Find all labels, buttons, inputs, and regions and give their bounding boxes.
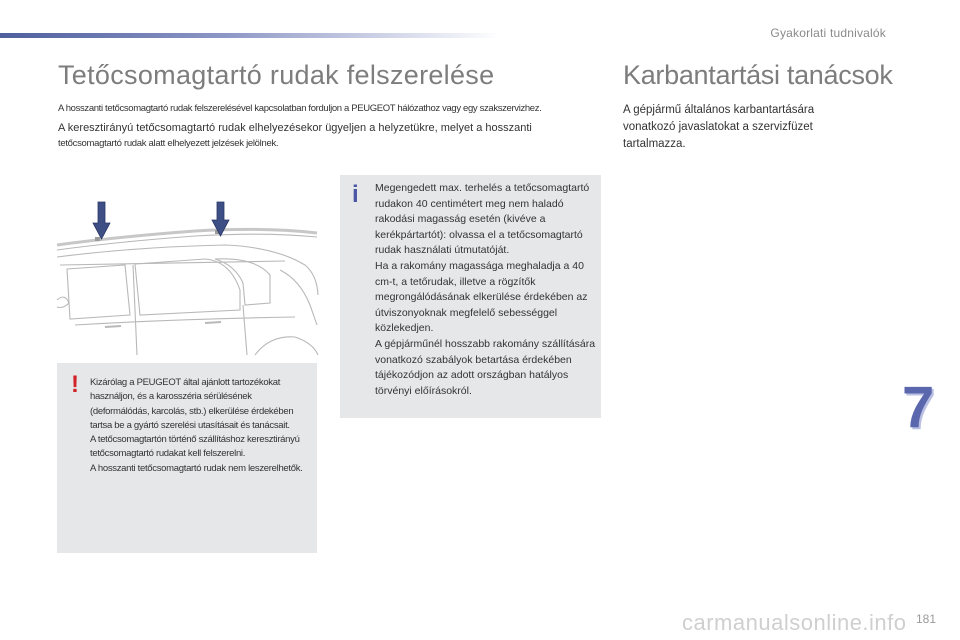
position-arrow-icon <box>93 202 110 239</box>
car-roof-illustration <box>55 195 320 355</box>
maintenance-text: A gépjármű általános karbantartására vonatkozó javaslatokat a szervizfüzet tartalmazza. <box>623 104 815 150</box>
header-gradient-bar <box>0 33 500 38</box>
page-number: 181 <box>915 612 936 626</box>
info-icon: i <box>352 181 359 208</box>
warning-text <box>90 376 305 476</box>
info-text <box>375 181 599 399</box>
info-box <box>340 175 601 418</box>
section-label: Gyakorlati tudnivalók <box>770 26 886 40</box>
roof-bars-intro-main: A keresztirányú tetőcsomagtartó rudak elhelyezésekor ügyeljen a helyzetükre, melyet a hosszanti <box>58 122 532 134</box>
chapter-number: 7 <box>902 375 935 440</box>
warning-exclamation-icon: ! <box>71 371 79 398</box>
roof-bars-intro-tail: tetőcsomagtartó rudak alatt elhelyezett jelzések jelölnek. <box>58 138 279 149</box>
warning-text-line: Kizárólag a PEUGEOT által ajánlott tartozékokat használjon, és a karosszéria sérülésének (deformálódás, karcolás, stb.) elkerülése érdekében tartsa be a gyártó szerelési utasításait és tanácsait. <box>90 377 294 431</box>
warning-text-line: A tetőcsomagtartón történő szállításhoz keresztirányú tetőcsomagtartó rudakat kell felszerelni. <box>90 434 300 460</box>
roof-bars-title: Tetőcsomagtartó rudak felszerelése <box>58 60 495 90</box>
warning-box <box>57 363 317 553</box>
roof-bars-intro-text <box>58 121 603 151</box>
roof-bars-intro-note: A hosszanti tetőcsomagtartó rudak felszerelésével kapcsolatban forduljon a PEUGEOT hálózathoz vagy egy szakszervizhez. <box>58 103 542 114</box>
info-text-line: Ha a rakomány magassága meghaladja a 40 cm-t, a tetőrudak, illetve a rögzítők megrongálódásának elkerülése érdekében az útviszonyoknak megfelelő sebességgel közlekedjen. <box>375 259 588 335</box>
info-text-line: A gépjárműnél hosszabb rakomány szállítására vonatkozó szabályok betartása érdekében tájékozódjon az adott országban hatályos törvényi előírásokról. <box>375 337 596 397</box>
maintenance-title: Karbantartási tanácsok <box>623 60 893 90</box>
info-text-line: Megengedett max. terhelés a tetőcsomagtartó rudakon 40 centimétert meg nem haladó rakodási magasság esetén (kivéve a kerékpártartót): olvassa el a tetőcsomagtartó rudak használati útmutatóját. <box>375 182 590 257</box>
watermark: carmanualsonline.info <box>682 610 907 635</box>
warning-text-line: A hosszanti tetőcsomagtartó rudak nem leszerelhetők. <box>90 462 303 474</box>
